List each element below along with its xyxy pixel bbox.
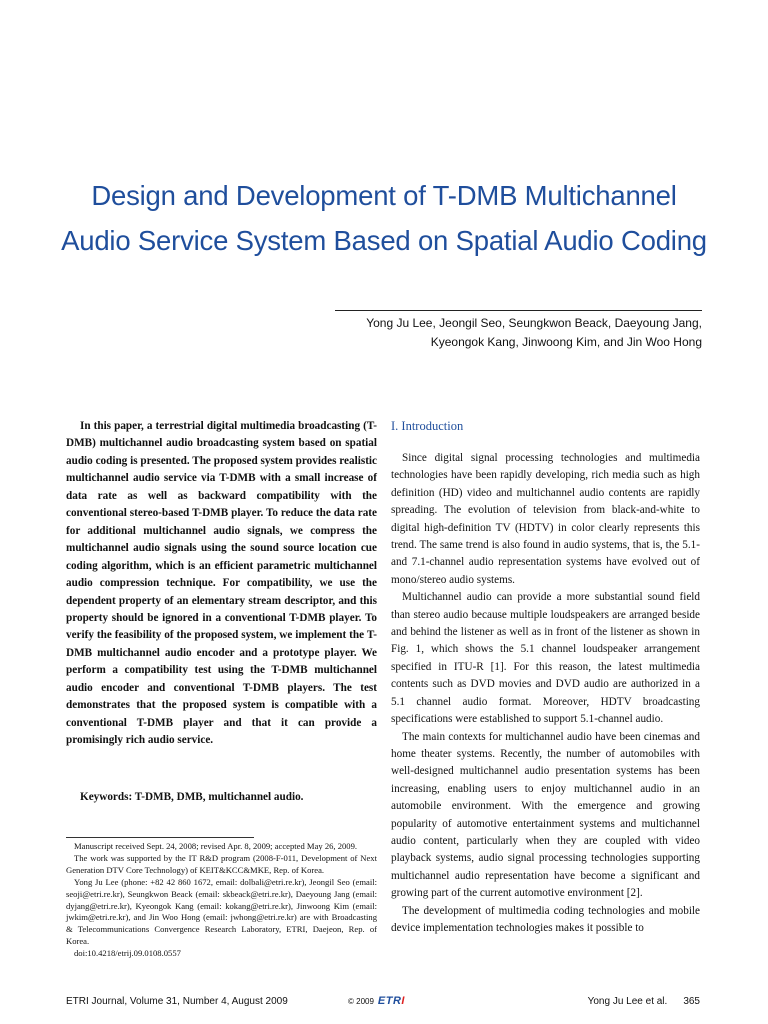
running-author: Yong Ju Lee et al. <box>587 996 668 1007</box>
footnotes <box>66 841 377 960</box>
author-line-1: Yong Ju Lee, Jeongil Seo, Seungkwon Beack, Daeyoung Jang, <box>366 316 702 330</box>
journal-citation: ETRI Journal, Volume 31, Number 4, August 2009 <box>66 996 288 1007</box>
paper-title-line-2: Audio Service System Based on Spatial Audio Coding <box>61 225 707 256</box>
author-line-2: Kyeongok Kang, Jinwoong Kim, and Jin Woo Hong <box>430 334 702 349</box>
paper-title <box>40 173 728 263</box>
copyright-notice <box>348 995 405 1007</box>
section-heading-introduction: I. Introduction <box>391 419 464 433</box>
introduction-body <box>391 450 700 937</box>
running-footer <box>588 996 700 1007</box>
footnote-doi: doi:10.4218/etrij.09.0108.0557 <box>74 948 181 959</box>
paragraph: The main contexts for multichannel audio have been cinemas and home theater systems. Recently, the number of automobiles with well-designed multichannel audio presentation systems has been increasing, enabling users to enjoy multichannel audio in an automobile environment. With the emergence and growing popularity of automotive entertainment systems and multichannel audio content, particularly when they are coupled with video playback systems, audio signal processing technologies supporting multichannel audio representation have become a significant and growing part of the current automotive environment [2]. <box>391 730 700 900</box>
paper-title-line-1: Design and Development of T-DMB Multichannel <box>91 180 677 211</box>
page-number: 365 <box>683 996 700 1007</box>
footnote-received: Manuscript received Sept. 24, 2008; revised Apr. 8, 2009; accepted May 26, 2009. <box>74 841 358 851</box>
abstract <box>66 418 377 750</box>
etri-logo: ETRI <box>377 995 405 1007</box>
paragraph: The development of multimedia coding technologies and mobile device implementation technologies makes it possible to <box>391 904 700 934</box>
footnote-divider <box>66 837 254 838</box>
author-list <box>300 314 702 351</box>
footnote-affiliations: Yong Ju Lee (phone: +82 42 860 1672, email: dolbali@etri.re.kr), Jeongil Seo (email: seoji@etri.re.kr), Seungkwon Beack (email: skbeack@etri.re.kr), Daeyoung Jang (email: dyjang@etri.re.kr), Kyeongok Kang (email: kokang@etri.re.kr), Jinwoong Kim (email: jwkim@etri.re.kr), and Jin Woo Hong (email: jwhong@etri.re.kr) are with Broadcasting & Telecommunications Convergence Research Laboratory, ETRI, Daejeon, Rep. of Korea. <box>66 876 377 947</box>
keywords: Keywords: T-DMB, DMB, multichannel audio. <box>80 791 304 803</box>
paragraph: Since digital signal processing technologies and multimedia technologies have been rapidly developing, rich media such as high definition (HD) video and multichannel audio contents are rapidly spreading. The evolution of television from black-and-white to digital high-definition TV (HDTV) in color clearly represents this trend. The same trend is also found in audio systems, that is, the 5.1- and 7.1-channel audio representation systems have evolved out of mono/stereo audio systems. <box>391 452 700 586</box>
footnote-support: The work was supported by the IT R&D program (2008-F-011, Development of Next Generation DTV Core Technology) of KEIT&KCC&MKE, Rep. of Korea. <box>66 852 377 875</box>
copyright-text: © 2009 <box>348 996 374 1006</box>
paragraph: Multichannel audio can provide a more substantial sound field than stereo audio because multiple loudspeakers are arranged beside and behind the listener as well as in front of the listener as shown in Fig. 1, which shows the 5.1 channel loudspeaker arrangement specified in ITU-R [1]. For this reason, the latest multimedia contents such as DVD movies and DVD audio are authorized in a 5.1 channel audio format. Moreover, HDTV broadcasting specifications were established to support 5.1-channel audio. <box>391 591 700 726</box>
title-divider <box>335 310 702 311</box>
abstract-text: In this paper, a terrestrial digital multimedia broadcasting (T-DMB) multichannel audio broadcasting system based on spatial audio coding is presented. The proposed system provides realistic multichannel audio service via T-DMB with a small increase of data rate as well as backward compatibility with the conventional stereo-based T-DMB player. To reduce the data rate for additional multichannel audio signals, we compress the multichannel audio signals using the sound source location cue coding algorithm, which is an efficient parametric multichannel audio compression technique. For compatibility, we use the dependent property of an elementary stream descriptor, and this property should be ignored in a conventional T-DMB player. To verify the feasibility of the proposed system, we implement the T-DMB multichannel audio encoder and a prototype player. We perform a compatibility test using the T-DMB multichannel audio encoder and conventional T-DMB players. The test demonstrates that the proposed system is compatible with a conventional T-DMB player and that it can provide a promisingly rich audio service. <box>66 420 377 747</box>
